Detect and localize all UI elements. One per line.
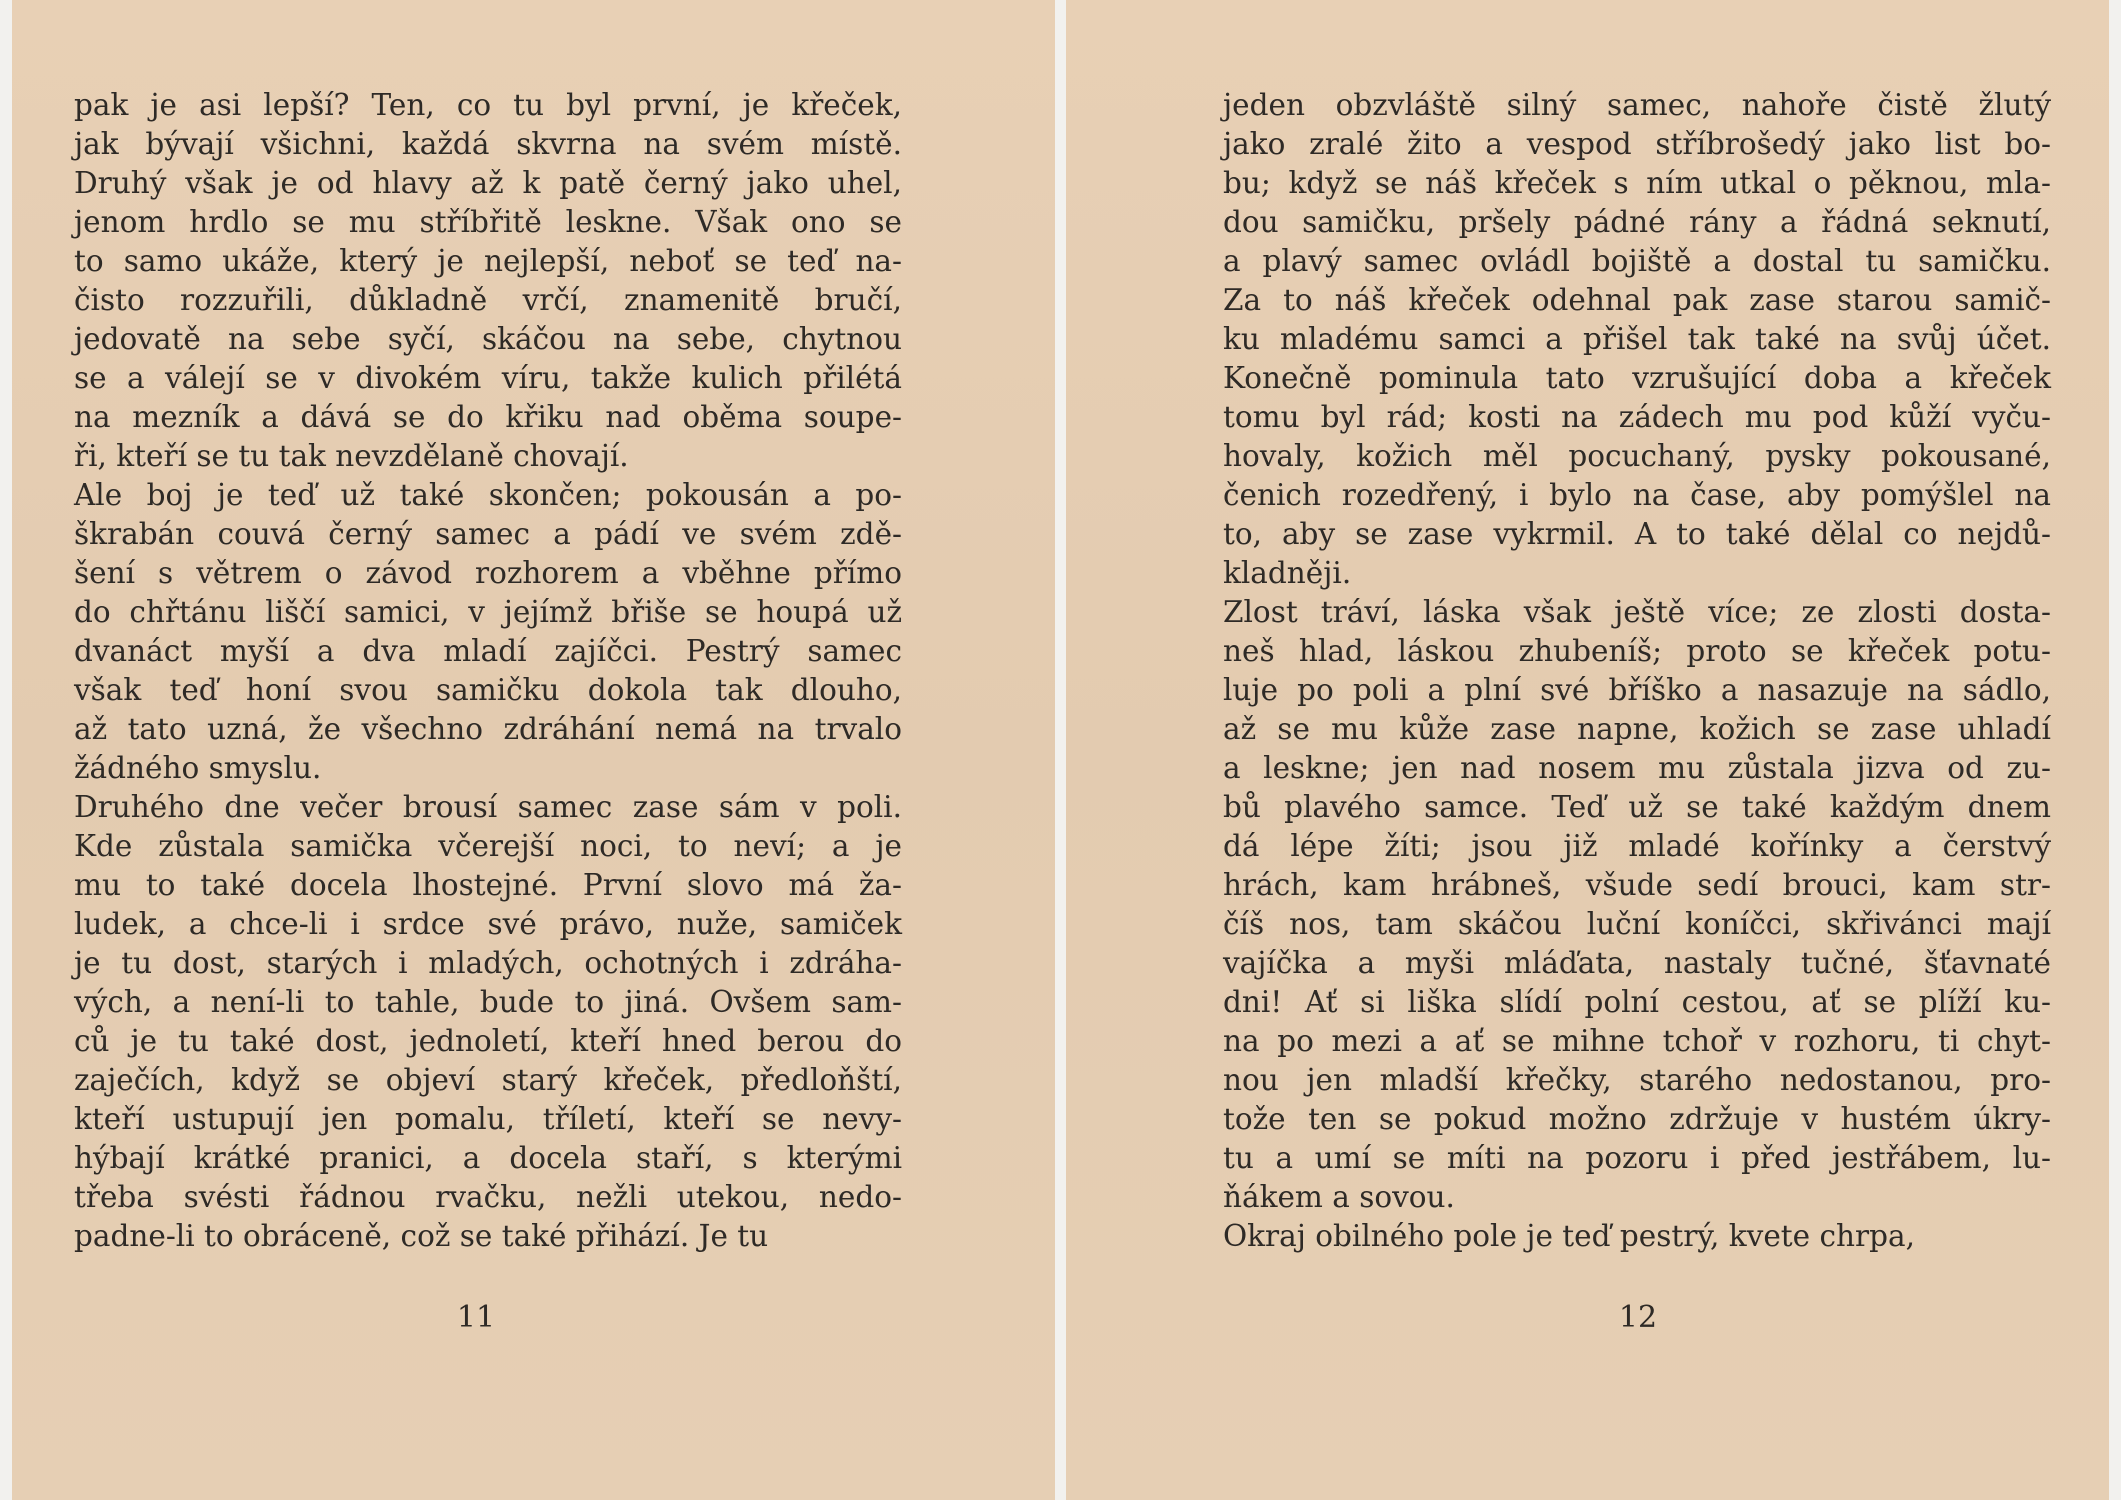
text-line: Okraj obilného pole je teď pestrý, kvete chrpa, bbox=[1223, 1219, 1915, 1253]
text-line: je tu dost, starých i mladých, ochotných i zdráha- bbox=[74, 946, 902, 980]
text-line: neš hlad, láskou zhubeníš; proto se křeček potu- bbox=[1223, 634, 2051, 668]
text-line: padne-li to obráceně, což se také přihází. Je tu bbox=[74, 1219, 769, 1253]
text-line: a plavý samec ovládl bojiště a dostal tu samičku. bbox=[1223, 244, 2051, 278]
text-line: hýbají krátké pranici, a docela staří, s kterými bbox=[74, 1141, 902, 1175]
text-line: až se mu kůže zase napne, kožich se zase uhladí bbox=[1223, 712, 2051, 746]
text-line: jak bývají všichni, každá skvrna na svém místě. bbox=[74, 127, 902, 161]
text-line: dá lépe žíti; jsou již mladé kořínky a čerstvý bbox=[1223, 829, 2051, 863]
text-line: zaječích, když se objeví starý křeček, předloňští, bbox=[74, 1063, 902, 1097]
text-line: ňákem a sovou. bbox=[1223, 1180, 1455, 1214]
text-line: hovaly, kožich měl pocuchaný, pysky pokousané, bbox=[1223, 439, 2051, 473]
text-line: bu; když se náš křeček s ním utkal o pěknou, mla- bbox=[1223, 166, 2051, 200]
text-line: pak je asi lepší? Ten, co tu byl první, je křeček, bbox=[74, 88, 902, 122]
text-line: jenom hrdlo se mu stříbřitě leskne. Však ono se bbox=[74, 205, 902, 239]
right-page-number: 12 bbox=[1618, 1300, 1658, 1335]
text-line: dvanáct myší a dva mladí zajíčci. Pestrý samec bbox=[74, 634, 902, 668]
text-line: tomu byl rád; kosti na zádech mu pod kůží vyču- bbox=[1223, 400, 2051, 434]
text-line: třeba svésti řádnou rvačku, nežli utekou, nedo- bbox=[74, 1180, 902, 1214]
text-line: ku mladému samci a přišel tak také na svůj účet. bbox=[1223, 322, 2051, 356]
text-line: mu to také docela lhostejné. První slovo má ža- bbox=[74, 868, 902, 902]
text-line: Druhý však je od hlavy až k patě černý jako uhel, bbox=[74, 166, 902, 200]
text-line: ců je tu také dost, jednoletí, kteří hned berou do bbox=[74, 1024, 902, 1058]
text-line: bů plavého samce. Teď už se také každým dnem bbox=[1223, 790, 2051, 824]
text-line: šení s větrem o závod rozhorem a vběhne přímo bbox=[74, 556, 902, 590]
text-line: dni! Ať si liška slídí polní cestou, ať se plíží ku- bbox=[1223, 985, 2051, 1019]
text-line: vých, a není-li to tahle, bude to jiná. Ovšem sam- bbox=[74, 985, 902, 1019]
text-line: Ale boj je teď už také skončen; pokousán a po- bbox=[74, 478, 902, 512]
text-line: škrabán couvá černý samec a pádí ve svém zdě- bbox=[74, 517, 902, 551]
text-line: jedovatě na sebe syčí, skáčou na sebe, chytnou bbox=[74, 322, 902, 356]
text-line: vajíčka a myši mláďata, nastaly tučné, šťavnaté bbox=[1223, 946, 2051, 980]
text-line: Za to náš křeček odehnal pak zase starou samič- bbox=[1223, 283, 2051, 317]
text-line: to, aby se zase vykrmil. A to také dělal co nejdů- bbox=[1223, 517, 2051, 551]
text-line: až tato uzná, že všechno zdráhání nemá na trvalo bbox=[74, 712, 902, 746]
text-line: dou samičku, pršely pádné rány a řádná seknutí, bbox=[1223, 205, 2051, 239]
text-line: luje po poli a plní své bříško a nasazuje na sádlo, bbox=[1223, 673, 2051, 707]
text-line: číš nos, tam skáčou luční koníčci, skřivánci mají bbox=[1223, 907, 2051, 941]
text-line: jeden obzvláště silný samec, nahoře čistě žlutý bbox=[1223, 88, 2051, 122]
text-line: Druhého dne večer brousí samec zase sám v poli. bbox=[74, 790, 902, 824]
text-line: však teď honí svou samičku dokola tak dlouho, bbox=[74, 673, 902, 707]
text-line: na mezník a dává se do křiku nad oběma soupe- bbox=[74, 400, 902, 434]
text-line: čenich rozedřený, i bylo na čase, aby pomýšlel na bbox=[1223, 478, 2051, 512]
text-line: tu a umí se míti na pozoru i před jestřábem, lu- bbox=[1223, 1141, 2051, 1175]
text-line: kladněji. bbox=[1223, 556, 1352, 590]
text-line: se a válejí se v divokém víru, takže kulich přilétá bbox=[74, 361, 902, 395]
text-line: do chřtánu liščí samici, v jejímž břiše se houpá už bbox=[74, 595, 902, 629]
text-line: Kde zůstala samička včerejší noci, to neví; a je bbox=[74, 829, 902, 863]
left-page-text bbox=[74, 86, 902, 1256]
text-line: a leskne; jen nad nosem mu zůstala jizva od zu- bbox=[1223, 751, 2051, 785]
text-line: tože ten se pokud možno zdržuje v hustém úkry- bbox=[1223, 1102, 2051, 1136]
text-line: čisto rozzuřili, důkladně vrčí, znamenitě bručí, bbox=[74, 283, 902, 317]
text-line: jako zralé žito a vespod stříbrošedý jako list bo- bbox=[1223, 127, 2051, 161]
text-line: kteří ustupují jen pomalu, tříletí, kteří se nevy- bbox=[74, 1102, 902, 1136]
text-line: to samo ukáže, který je nejlepší, neboť se teď na- bbox=[74, 244, 902, 278]
text-line: nou jen mladší křečky, starého nedostanou, pro- bbox=[1223, 1063, 2051, 1097]
text-line: hrách, kam hrábneš, všude sedí brouci, kam str- bbox=[1223, 868, 2051, 902]
text-line: Konečně pominula tato vzrušující doba a křeček bbox=[1223, 361, 2051, 395]
left-page-number: 11 bbox=[456, 1300, 496, 1335]
right-page bbox=[1066, 0, 2109, 1500]
text-line: ludek, a chce-li i srdce své právo, nuže, samiček bbox=[74, 907, 902, 941]
right-page-text bbox=[1223, 86, 2051, 1256]
text-line: Zlost tráví, láska však ještě více; ze zlosti dosta- bbox=[1223, 595, 2051, 629]
left-page bbox=[12, 0, 1055, 1500]
text-line: žádného smyslu. bbox=[74, 751, 322, 785]
text-line: na po mezi a ať se mihne tchoř v rozhoru, ti chyt- bbox=[1223, 1024, 2051, 1058]
text-line: ři, kteří se tu tak nevzdělaně chovají. bbox=[74, 439, 629, 473]
